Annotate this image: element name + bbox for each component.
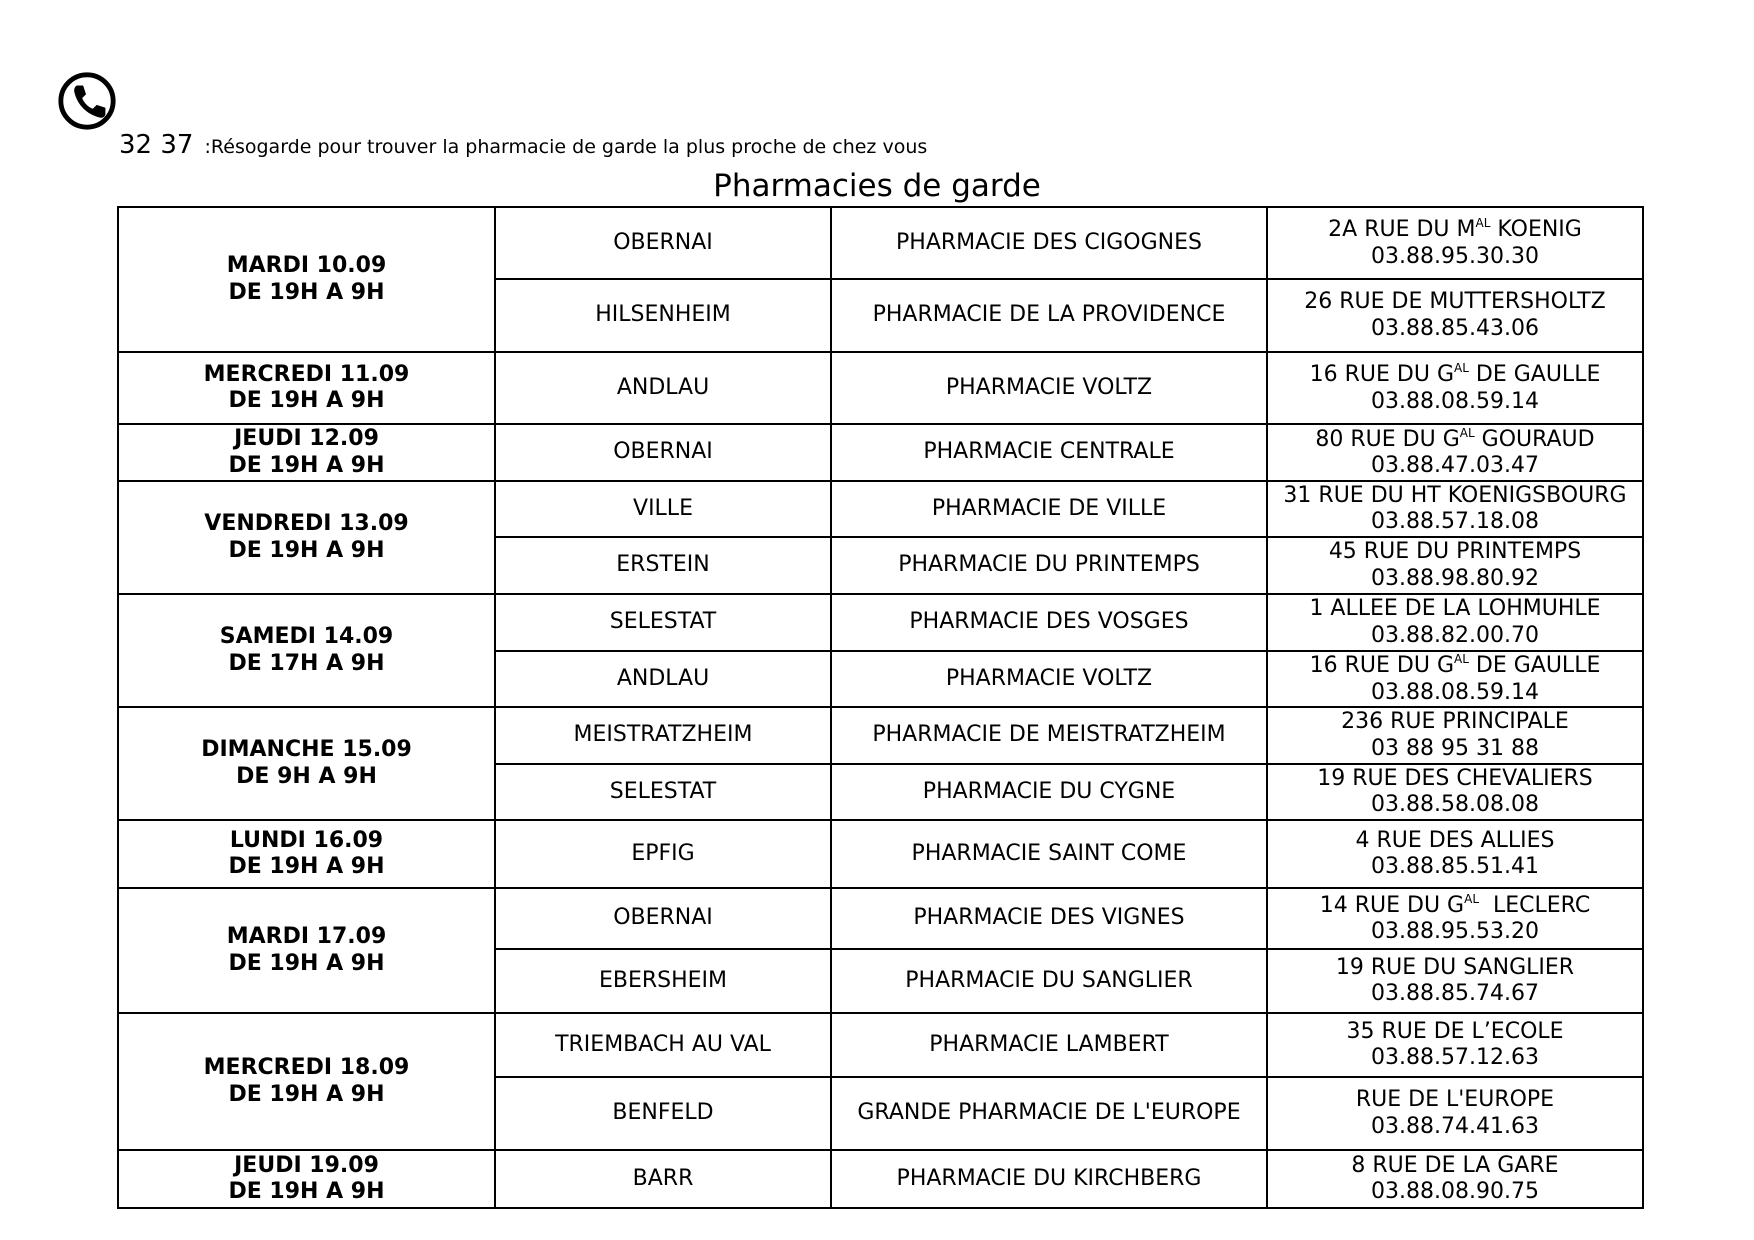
address-line	[1272, 361, 1638, 388]
pharmacy-name-cell: PHARMACIE DE VILLE	[831, 481, 1267, 537]
pharmacy-name-cell: PHARMACIE DE MEISTRATZHEIM	[831, 707, 1267, 764]
page-title: Pharmacies de garde	[713, 168, 1041, 204]
town-cell: MEISTRATZHEIM	[495, 707, 831, 764]
address-cell	[1267, 352, 1643, 424]
address-text: 19 RUE DU SANGLIER	[1335, 954, 1575, 980]
hours-label: DE 19H A 9H	[228, 854, 385, 879]
address-text: 1 ALLEE DE LA LOHMUHLE	[1309, 596, 1601, 622]
address-cell	[1267, 537, 1643, 594]
town-cell: BARR	[495, 1150, 831, 1208]
day-label: JEUDI 19.09	[234, 1152, 379, 1178]
pharmacy-name-cell: PHARMACIE VOLTZ	[831, 352, 1267, 424]
address-cell	[1267, 207, 1643, 279]
address-abbrev-superscript: AL	[1464, 891, 1480, 906]
pharmacy-name-cell: PHARMACIE CENTRALE	[831, 424, 1267, 481]
address-line	[1272, 1153, 1638, 1179]
address-text: 35 RUE DE L’ECOLE	[1346, 1018, 1564, 1044]
phone-number: 03.88.85.43.06	[1371, 315, 1539, 341]
hours-label: DE 9H A 9H	[236, 763, 377, 789]
address-cell	[1267, 888, 1643, 949]
address-abbrev-superscript: AL	[1454, 652, 1469, 667]
address-cell	[1267, 764, 1643, 820]
table-row	[118, 424, 1643, 481]
day-label: VENDREDI 13.09	[204, 511, 409, 537]
address-cell	[1267, 424, 1643, 481]
address-text: 2A RUE DU M	[1328, 217, 1476, 243]
pharmacy-name-cell: PHARMACIE DU SANGLIER	[831, 949, 1267, 1013]
day-cell	[118, 481, 495, 594]
day-cell	[118, 594, 495, 707]
town-cell: VILLE	[495, 481, 831, 537]
pharmacy-name-cell: PHARMACIE DES VOSGES	[831, 594, 1267, 651]
town-cell: EPFIG	[495, 820, 831, 888]
phone-number: 03.88.58.08.08	[1371, 792, 1539, 817]
phone-number: 03.88.85.51.41	[1371, 854, 1539, 879]
address-text: 236 RUE PRINCIPALE	[1341, 709, 1569, 735]
hotline-description: :Résogarde pour trouver la pharmacie de garde la plus proche de chez vous	[204, 136, 928, 158]
town-cell: ANDLAU	[495, 352, 831, 424]
address-text: RUE DE L'EUROPE	[1355, 1087, 1555, 1113]
hours-label: DE 19H A 9H	[228, 452, 385, 478]
hours-label: DE 19H A 9H	[228, 279, 385, 305]
address-line	[1272, 426, 1638, 453]
address-cell	[1267, 279, 1643, 352]
day-label: MERCREDI 18.09	[203, 1055, 410, 1081]
pharmacy-name-cell: PHARMACIE DES VIGNES	[831, 888, 1267, 949]
address-cell	[1267, 651, 1643, 707]
phone-number: 03.88.47.03.47	[1371, 453, 1539, 478]
day-label: SAMEDI 14.09	[219, 624, 394, 650]
table-row	[118, 481, 1643, 537]
address-cell	[1267, 949, 1643, 1013]
table-row	[118, 1150, 1643, 1208]
address-cell	[1267, 481, 1643, 537]
phone-number: 03.88.98.80.92	[1371, 565, 1539, 591]
day-label: MERCREDI 11.09	[203, 361, 410, 387]
address-text-continued: DE GAULLE	[1468, 362, 1601, 388]
phone-number: 03 88 95 31 88	[1371, 735, 1539, 761]
hours-label: DE 19H A 9H	[228, 1081, 385, 1107]
table-row	[118, 888, 1643, 949]
day-label: LUNDI 16.09	[229, 827, 384, 853]
address-cell	[1267, 1013, 1643, 1077]
address-line	[1272, 709, 1638, 735]
address-line	[1272, 1087, 1638, 1113]
day-label: JEUDI 12.09	[234, 426, 379, 452]
hours-label: DE 19H A 9H	[228, 388, 385, 413]
address-cell	[1267, 1150, 1643, 1208]
address-abbrev-superscript: AL	[1459, 425, 1475, 440]
address-cell	[1267, 707, 1643, 764]
pharmacy-name-cell: PHARMACIE DE LA PROVIDENCE	[831, 279, 1267, 352]
pharmacy-name-cell: PHARMACIE DU CYGNE	[831, 764, 1267, 820]
address-text: 4 RUE DES ALLIES	[1355, 827, 1555, 853]
address-text: 8 RUE DE LA GARE	[1351, 1152, 1559, 1178]
table-row	[118, 820, 1643, 888]
pharmacy-name-cell: PHARMACIE DU KIRCHBERG	[831, 1150, 1267, 1208]
day-cell	[118, 888, 495, 1013]
hours-label: DE 17H A 9H	[228, 650, 385, 676]
pharmacy-name-cell: PHARMACIE DU PRINTEMPS	[831, 537, 1267, 594]
phone-number: 03.88.85.74.67	[1371, 981, 1539, 1006]
table-row	[118, 594, 1643, 651]
pharmacy-name-cell: PHARMACIE DES CIGOGNES	[831, 207, 1267, 279]
town-cell: ERSTEIN	[495, 537, 831, 594]
pharmacy-schedule-table	[117, 206, 1644, 1209]
town-cell: TRIEMBACH AU VAL	[495, 1013, 831, 1077]
address-text: 45 RUE DU PRINTEMPS	[1328, 539, 1582, 565]
address-cell	[1267, 1077, 1643, 1150]
town-cell: SELESTAT	[495, 594, 831, 651]
town-cell: BENFELD	[495, 1077, 831, 1150]
address-line	[1272, 828, 1638, 854]
day-label: MARDI 17.09	[226, 924, 387, 950]
day-cell	[118, 1013, 495, 1150]
town-cell: HILSENHEIM	[495, 279, 831, 352]
address-cell	[1267, 820, 1643, 888]
day-cell	[118, 424, 495, 481]
address-cell	[1267, 594, 1643, 651]
address-text: 19 RUE DES CHEVALIERS	[1317, 765, 1593, 791]
address-text: 26 RUE DE MUTTERSHOLTZ	[1304, 289, 1606, 315]
address-line	[1272, 539, 1638, 565]
town-cell: ANDLAU	[495, 651, 831, 707]
hours-label: DE 19H A 9H	[228, 1179, 385, 1204]
phone-number: 03.88.82.00.70	[1371, 622, 1539, 648]
hours-label: DE 19H A 9H	[228, 537, 385, 563]
pharmacy-name-cell: PHARMACIE LAMBERT	[831, 1013, 1267, 1077]
address-line	[1272, 766, 1638, 792]
pharmacy-name-cell: PHARMACIE VOLTZ	[831, 651, 1267, 707]
town-cell: OBERNAI	[495, 888, 831, 949]
address-text: 80 RUE DU G	[1315, 426, 1460, 452]
phone-number: 03.88.57.18.08	[1371, 509, 1539, 534]
address-line	[1272, 1019, 1638, 1045]
table-row	[118, 207, 1643, 279]
address-line	[1272, 483, 1638, 509]
address-text-continued: DE GAULLE	[1468, 653, 1601, 679]
day-cell	[118, 207, 495, 352]
day-cell	[118, 707, 495, 820]
address-text-continued: LECLERC	[1479, 892, 1591, 918]
day-cell	[118, 820, 495, 888]
address-abbrev-superscript: AL	[1454, 361, 1469, 376]
town-cell: SELESTAT	[495, 764, 831, 820]
town-cell: OBERNAI	[495, 207, 831, 279]
day-label: DIMANCHE 15.09	[201, 737, 412, 763]
phone-number: 03.88.74.41.63	[1371, 1113, 1539, 1139]
table-row	[118, 352, 1643, 424]
address-abbrev-superscript: AL	[1475, 216, 1491, 231]
address-line	[1272, 892, 1638, 919]
phone-number: 03.88.08.90.75	[1371, 1179, 1539, 1204]
pharmacy-name-cell: PHARMACIE SAINT COME	[831, 820, 1267, 888]
address-line	[1272, 216, 1638, 243]
table-row	[118, 1013, 1643, 1077]
hotline-number: 32 37	[119, 130, 194, 160]
address-text: 31 RUE DU HT KOENIGSBOURG	[1283, 482, 1627, 508]
address-line	[1272, 289, 1638, 315]
phone-number: 03.88.95.53.20	[1371, 919, 1539, 944]
phone-icon	[56, 70, 118, 132]
pharmacy-name-cell: GRANDE PHARMACIE DE L'EUROPE	[831, 1077, 1267, 1150]
day-cell	[118, 352, 495, 424]
phone-number: 03.88.08.59.14	[1371, 388, 1539, 414]
address-text: 16 RUE DU G	[1309, 653, 1454, 679]
address-line	[1272, 955, 1638, 981]
hotline	[119, 130, 927, 160]
phone-number: 03.88.57.12.63	[1371, 1045, 1539, 1070]
address-line	[1272, 596, 1638, 622]
town-cell: EBERSHEIM	[495, 949, 831, 1013]
day-cell	[118, 1150, 495, 1208]
day-label: MARDI 10.09	[226, 253, 387, 279]
hours-label: DE 19H A 9H	[228, 950, 385, 976]
address-text: 14 RUE DU G	[1319, 892, 1465, 918]
address-text: 16 RUE DU G	[1309, 362, 1454, 388]
phone-number: 03.88.95.30.30	[1371, 243, 1539, 269]
table-row	[118, 707, 1643, 764]
address-line	[1272, 652, 1638, 679]
address-text-continued: KOENIG	[1490, 217, 1582, 243]
phone-number: 03.88.08.59.14	[1371, 679, 1539, 705]
town-cell: OBERNAI	[495, 424, 831, 481]
address-text-continued: GOURAUD	[1474, 426, 1595, 452]
